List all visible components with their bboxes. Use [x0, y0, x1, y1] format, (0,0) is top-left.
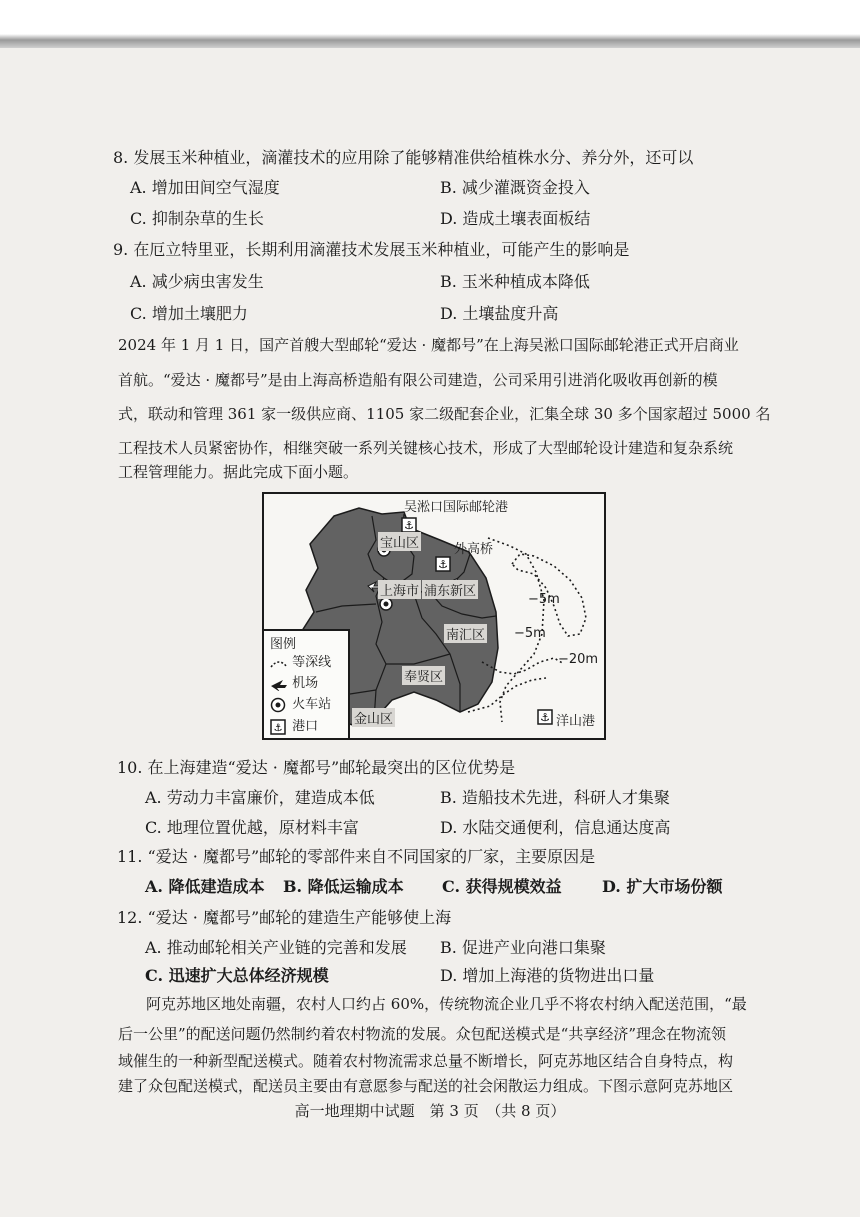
port-wusong-marker [402, 518, 416, 532]
legend-station [270, 693, 331, 713]
anchor-icon [270, 719, 288, 735]
legend-airport [270, 672, 318, 691]
legend-port-label: 港口 [292, 719, 319, 734]
q8-stem: 8. 发展玉米种植业，滴灌技术的应用除了能够精准供给植株水分、养分外，还可以 [113, 148, 694, 167]
label-yangshan: 洋山港 [556, 714, 596, 729]
airport-icon [270, 677, 288, 691]
legend-isobath [270, 651, 331, 670]
svg-text:⚓: ⚓ [540, 711, 550, 724]
passage2-line-2: 后一公里”的配送问题仍然制约着农村物流的发展。众包配送模式是“共享经济”理念在物流领 [118, 1025, 727, 1043]
shanghai-map [262, 492, 606, 740]
passage1-line-2: 首航。“爱达 · 魔都号”是由上海高桥造船有限公司建造，公司采用引进消化吸收再创新的模 [118, 371, 718, 389]
q9-stem: 9. 在厄立特里亚，长期利用滴灌技术发展玉米种植业，可能产生的影响是 [113, 240, 630, 259]
label-nanhui: 南汇区 [444, 624, 487, 643]
q10-option-c[interactable]: C. 地理位置优越，原材料丰富 [145, 818, 359, 837]
passage1-line-1: 2024 年 1 月 1 日，国产首艘大型邮轮“爱达 · 魔都号”在上海吴淞口国际邮轮港正式开启商业 [118, 336, 739, 354]
q9-option-a[interactable]: A. 减少病虫害发生 [130, 272, 264, 291]
q11-stem: 11. “爱达 · 魔都号”邮轮的零部件来自不同国家的厂家，主要原因是 [117, 847, 596, 866]
q8-option-d[interactable]: D. 造成土壤表面板结 [440, 209, 591, 228]
svg-text:⚓: ⚓ [438, 558, 448, 571]
q11-option-a[interactable]: A. 降低建造成本 [145, 877, 265, 896]
q9-option-b[interactable]: B. 玉米种植成本降低 [440, 272, 590, 291]
q11-option-c[interactable]: C. 获得规模效益 [442, 877, 562, 896]
q9-option-d[interactable]: D. 土壤盐度升高 [440, 304, 559, 323]
passage1-line-4: 工程技术人员紧密协作，相继突破一系列关键核心技术，形成了大型邮轮设计建造和复杂系统 [118, 439, 734, 457]
label-fengxian: 奉贤区 [402, 666, 445, 685]
q8-option-b[interactable]: B. 减少灌溉资金投入 [440, 178, 590, 197]
q10-option-b[interactable]: B. 造船技术先进，科研人才集聚 [440, 788, 670, 807]
legend-title: 图例 [270, 637, 297, 652]
train-station-icon [270, 697, 288, 713]
label-isobath-20m: −20m [558, 652, 599, 667]
q10-option-d[interactable]: D. 水陆交通便利，信息通达度高 [440, 818, 671, 837]
label-jinshan: 金山区 [352, 708, 395, 727]
label-pudong: 浦东新区 [422, 580, 478, 599]
passage2-line-1: 阿克苏地区地处南疆，农村人口约占 60%，传统物流企业几乎不将农村纳入配送范围，“最 [146, 995, 747, 1013]
q12-option-a[interactable]: A. 推动邮轮相关产业链的完善和发展 [145, 938, 407, 957]
label-waigaoqiao: 外高桥 [454, 542, 494, 557]
passage2-line-4: 建了众包配送模式，配送员主要由有意愿参与配送的社会闲散运力组成。下图示意阿克苏地区 [118, 1077, 734, 1095]
q12-option-c[interactable]: C. 迅速扩大总体经济规模 [145, 966, 329, 985]
label-shanghai: 上海市 [378, 580, 421, 599]
q8-option-c[interactable]: C. 抑制杂草的生长 [130, 209, 264, 228]
label-isobath-5m-a: −5m [528, 592, 560, 607]
map-legend [264, 629, 350, 738]
q8-option-a[interactable]: A. 增加田间空气湿度 [130, 178, 280, 197]
passage2-line-3: 域催生的一种新型配送模式。随着农村物流需求总量不断增长，阿克苏地区结合自身特点，构 [118, 1052, 734, 1070]
isobath-icon [270, 657, 288, 669]
q11-option-d[interactable]: D. 扩大市场份额 [602, 877, 723, 896]
legend-station-label: 火车站 [292, 697, 332, 712]
passage1-line-3: 式，联动和管理 361 家一级供应商、1105 家二级配套企业，汇集全球 30 多个国家超过 5000 名 [118, 405, 771, 423]
q12-option-d[interactable]: D. 增加上海港的货物进出口量 [440, 966, 655, 985]
svg-text:⚓: ⚓ [404, 519, 414, 532]
q11-option-b[interactable]: B. 降低运输成本 [283, 877, 404, 896]
q10-stem: 10. 在上海建造“爱达 · 魔都号”邮轮最突出的区位优势是 [117, 758, 516, 777]
label-isobath-5m-b: −5m [514, 626, 546, 641]
label-baoshan: 宝山区 [378, 532, 421, 551]
label-wusong: 吴淞口国际邮轮港 [404, 500, 509, 515]
legend-isobath-label: 等深线 [292, 655, 332, 670]
port-waigaoqiao-marker [436, 557, 450, 571]
page-footer: 高一地理期中试题 第 3 页 （共 8 页） [294, 1102, 566, 1120]
port-yangshan-marker [538, 710, 552, 724]
q12-option-b[interactable]: B. 促进产业向港口集聚 [440, 938, 606, 957]
q10-option-a[interactable]: A. 劳动力丰富廉价，建造成本低 [145, 788, 375, 807]
q12-stem: 12. “爱达 · 魔都号”邮轮的建造生产能够使上海 [117, 908, 452, 927]
svg-text:⚓: ⚓ [273, 722, 283, 734]
legend-port [270, 715, 318, 735]
q9-option-c[interactable]: C. 增加土壤肥力 [130, 304, 248, 323]
passage1-line-5: 工程管理能力。据此完成下面小题。 [118, 463, 359, 481]
legend-airport-label: 机场 [292, 676, 319, 691]
